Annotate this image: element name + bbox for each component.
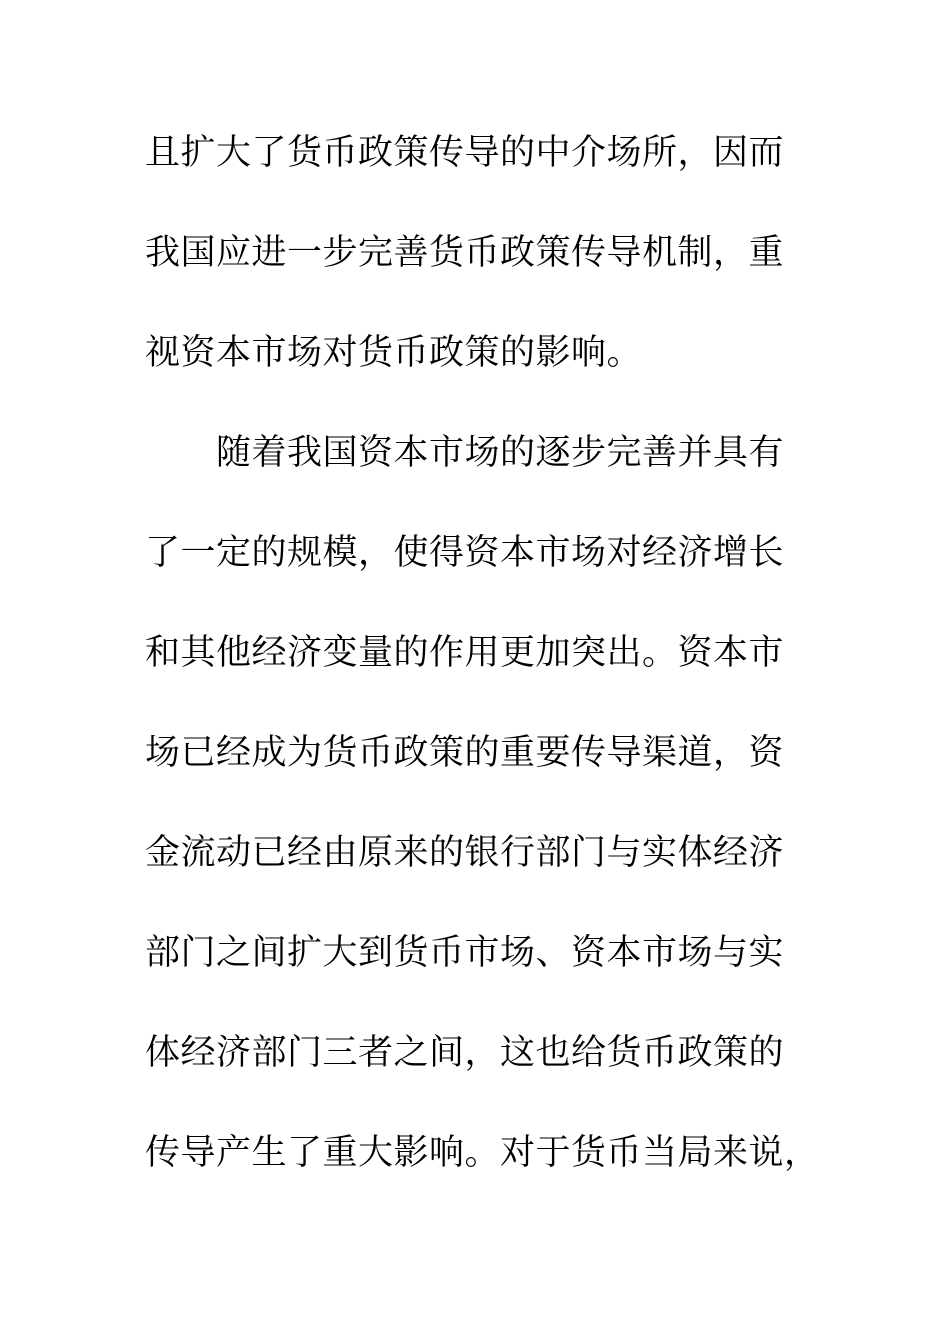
text-line-5: 了一定的规模，使得资本市场对经济增长 — [145, 533, 785, 573]
body-text — [145, 125, 835, 1225]
text-line-6: 和其他经济变量的作用更加突出。资本市 — [145, 633, 785, 673]
text-line-11: 传导产生了重大影响。对于货币当局来说， — [145, 1133, 820, 1173]
text-line-8: 金流动已经由原来的银行部门与实体经济 — [145, 833, 785, 873]
text-line-1: 且扩大了货币政策传导的中介场所，因而 — [145, 133, 785, 173]
text-line-7: 场已经成为货币政策的重要传导渠道，资 — [145, 733, 785, 773]
text-line-3: 视资本市场对货币政策的影响。 — [145, 333, 643, 373]
text-line-10: 体经济部门三者之间，这也给货币政策的 — [145, 1033, 785, 1073]
text-line-2: 我国应进一步完善货币政策传导机制，重 — [145, 233, 785, 273]
text-line-9: 部门之间扩大到货币市场、资本市场与实 — [145, 933, 785, 973]
text-line-4: 随着我国资本市场的逐步完善并具有 — [145, 433, 785, 473]
